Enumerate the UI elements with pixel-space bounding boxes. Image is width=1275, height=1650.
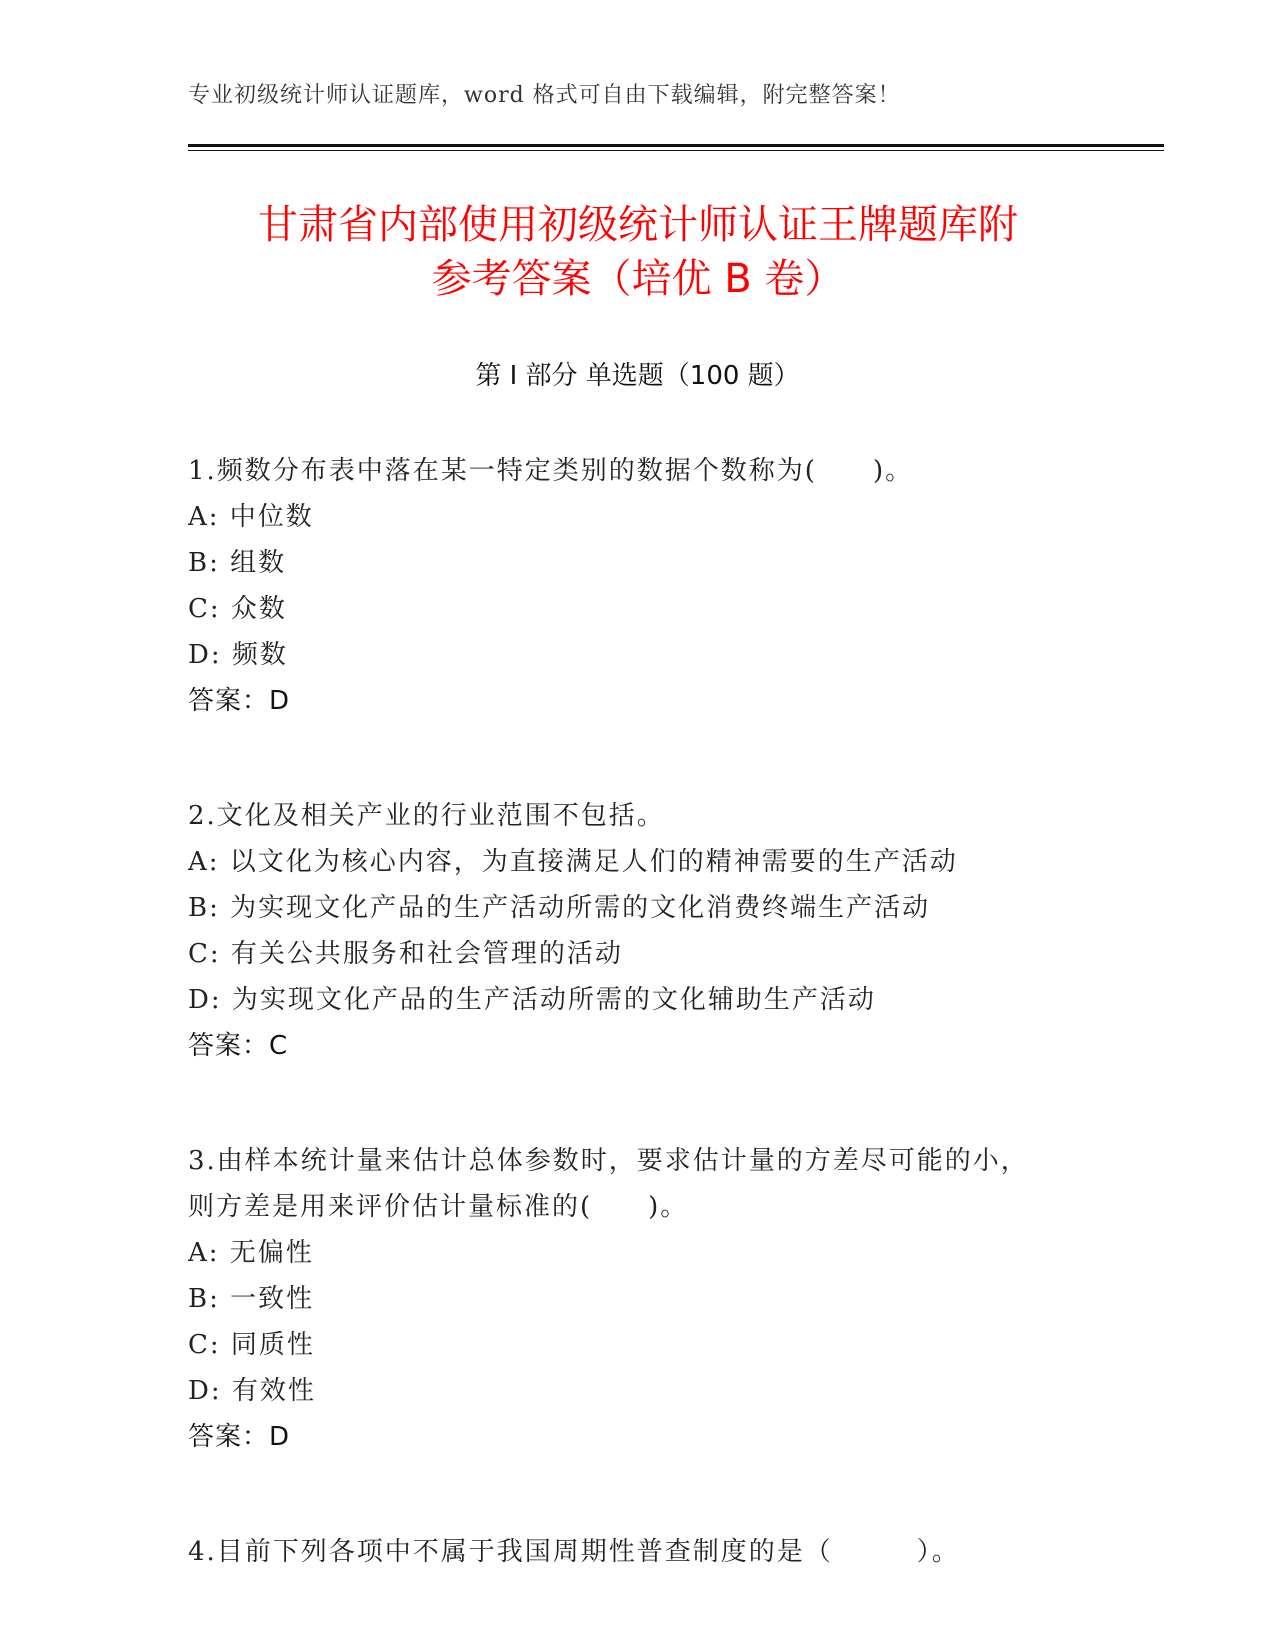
question-1: [188, 448, 1088, 724]
question-1-option-a: A: 中位数: [188, 502, 314, 532]
question-4-text: 4.目前下列各项中不属于我国周期性普查制度的是（ ）。: [188, 1537, 960, 1567]
question-1-text: 1.频数分布表中落在某一特定类别的数据个数称为( )。: [188, 456, 914, 486]
document-title-line-2: 参考答案（培优 B 卷）: [431, 256, 845, 302]
question-3: [188, 1138, 1088, 1460]
question-3-option-a: A: 无偏性: [188, 1238, 314, 1268]
question-1-answer: 答案：D: [188, 686, 291, 716]
question-3-option-d: D: 有效性: [188, 1376, 316, 1406]
question-2-text: 2.文化及相关产业的行业范围不包括。: [188, 801, 665, 831]
header-note: 专业初级统计师认证题库，word 格式可自由下载编辑，附完整答案！: [188, 83, 901, 108]
document-title-line-1: 甘肃省内部使用初级统计师认证王牌题库附: [258, 202, 1018, 248]
question-3-answer: 答案：D: [188, 1422, 291, 1452]
question-2-option-a: A: 以文化为核心内容，为直接满足人们的精神需要的生产活动: [188, 847, 958, 877]
question-2-option-b: B: 为实现文化产品的生产活动所需的文化消费终端生产活动: [188, 893, 931, 923]
question-2: [188, 793, 1088, 1069]
document-title: [188, 198, 1088, 306]
question-1-option-b: B: 组数: [188, 548, 287, 578]
question-4: [188, 1529, 1088, 1575]
question-2-option-d: D: 为实现文化产品的生产活动所需的文化辅助生产活动: [188, 985, 876, 1015]
question-spacer: [188, 724, 1088, 793]
question-1-option-c: C: 众数: [188, 594, 287, 624]
question-3-option-c: C: 同质性: [188, 1330, 315, 1360]
header-rule-thin: [188, 150, 1164, 151]
question-3-text-line-1: 3.由样本统计量来估计总体参数时，要求估计量的方差尽可能的小，: [188, 1146, 1029, 1176]
header-rule-thick: [188, 144, 1164, 147]
question-3-option-b: B: 一致性: [188, 1284, 315, 1314]
question-spacer: [188, 1069, 1088, 1138]
question-list: [188, 448, 1088, 1575]
question-3-text-line-2: 则方差是用来评价估计量标准的( )。: [188, 1192, 689, 1222]
question-spacer: [188, 1460, 1088, 1529]
question-2-answer: 答案：C: [188, 1031, 289, 1061]
section-title: 第 I 部分 单选题（100 题）: [475, 361, 800, 391]
question-1-option-d: D: 频数: [188, 640, 288, 670]
question-2-option-c: C: 有关公共服务和社会管理的活动: [188, 939, 623, 969]
